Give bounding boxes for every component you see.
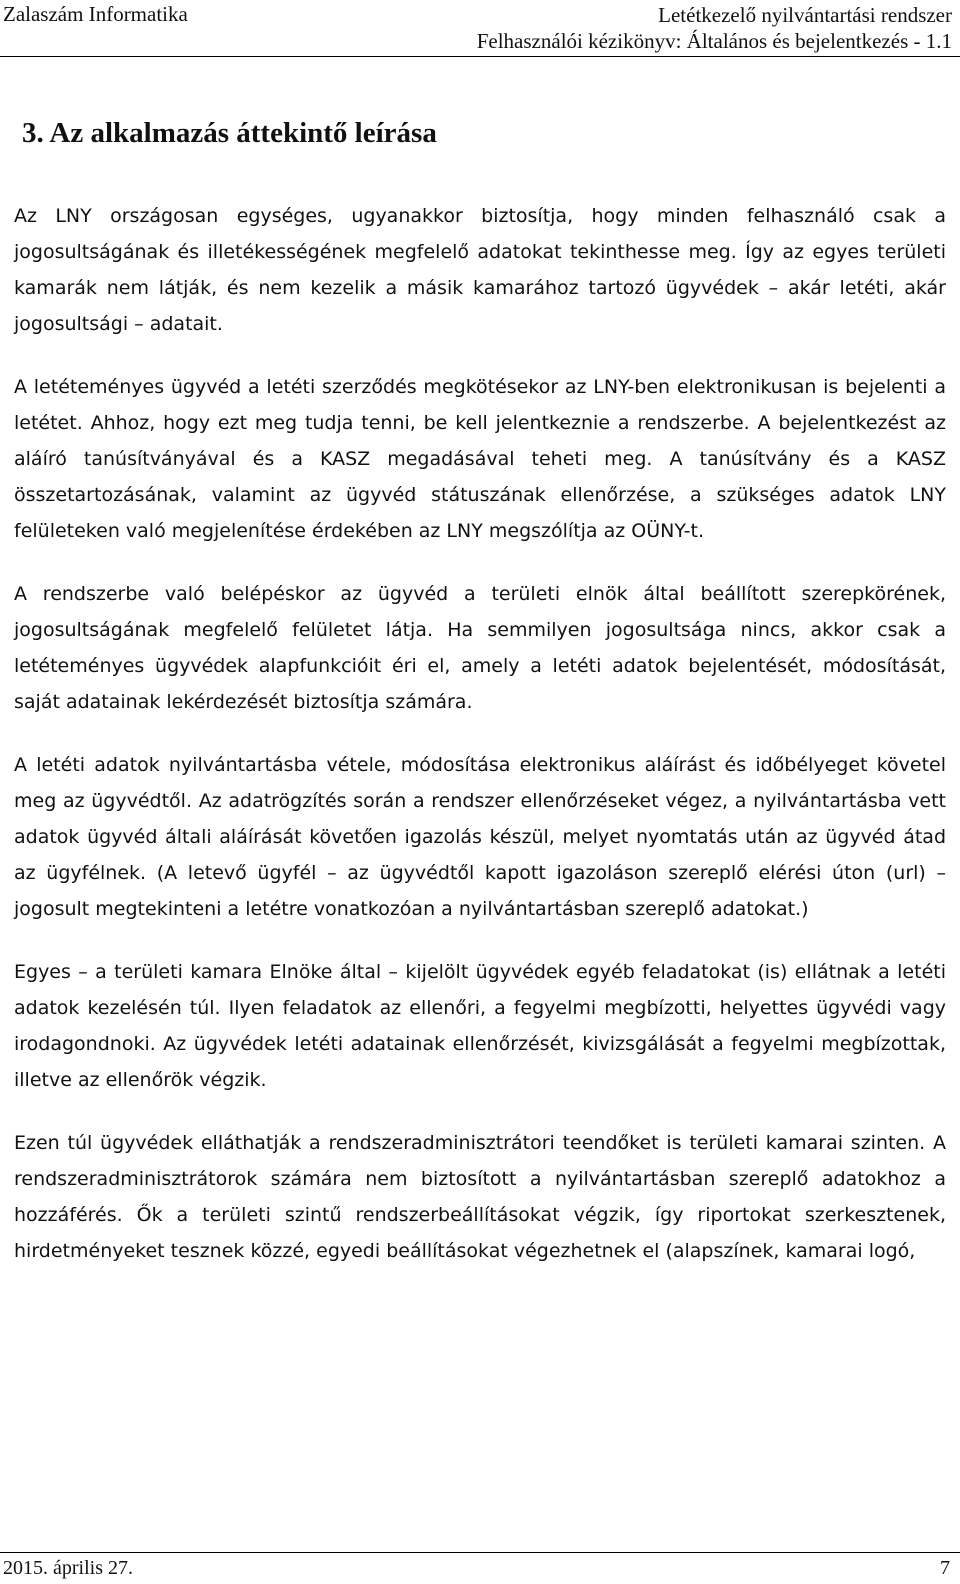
footer-date: 2015. április 27. (3, 1557, 133, 1579)
footer-divider (0, 1552, 960, 1553)
company-name: Zalaszám Informatika (3, 2, 188, 26)
section-title: 3. Az alkalmazás áttekintő leírása (22, 117, 437, 149)
body-text (14, 198, 946, 1296)
manual-title: Felhasználói kézikönyv: Általános és bejelentkezés - 1.1 (476, 29, 952, 53)
header-titles (477, 2, 952, 54)
paragraph: A letéteményes ügyvéd a letéti szerződés megkötésekor az LNY-ben elektronikusan is bejelenti a letétet. Ahhoz, hogy ezt meg tudja tenni, be kell jelentkeznie a rendszerbe. A bejelentkezést az aláíró tanúsítványával és a KASZ megadásával teheti meg. A tanúsítvány és a KASZ összetartozásának, valamint az ügyvéd státuszának ellenőrzése, a szükséges adatok LNY felületeken való megjelenítése érdekében az LNY megszólítja az OÜNY-t. (14, 376, 946, 542)
page-number: 7 (940, 1557, 950, 1579)
paragraph: A rendszerbe való belépéskor az ügyvéd a területi elnök által beállított szerepkörének, jogosultságának megfelelő felületet látja. Ha semmilyen jogosultsága nincs, akkor csak a letéteményes ügyvédek alapfunkcióit éri el, amely a letéti adatok bejelentését, módosítását, saját adatainak lekérdezését biztosítja számára. (14, 583, 946, 713)
paragraph: A letéti adatok nyilvántartásba vétele, módosítása elektronikus aláírást és időbélyeget követel meg az ügyvédtől. Az adatrögzítés során a rendszer ellenőrzéseket végez, a nyilvántartásba vett adatok ügyvéd általi aláírását követően igazolás készül, melyet nyomtatás után az ügyvéd átad az ügyfélnek. (A letevő ügyfél – az ügyvédtől kapott igazoláson szereplő elérési úton (url) – jogosult megtekinteni a letétre vonatkozóan a nyilvántartásban szereplő adatokat.) (14, 754, 946, 920)
page-header (0, 0, 960, 60)
paragraph: Ezen túl ügyvédek elláthatják a rendszeradminisztrátori teendőket is területi kamarai szinten. A rendszeradminisztrátorok számára nem biztosított a nyilvántartásban szereplő adatokhoz a hozzáférés. Ők a területi szintű rendszerbeállításokat végzik, így riportokat szerkesztenek, hirdetményeket tesznek közzé, egyedi beállításokat végezhetnek el (alapszínek, kamarai logó, (14, 1132, 946, 1262)
paragraph: Egyes – a területi kamara Elnöke által – kijelölt ügyvédek egyéb feladatokat (is) ellátnak a letéti adatok kezelésén túl. Ilyen feladatok az ellenőri, a fegyelmi megbízotti, helyettes ügyvédi vagy irodagondnoki. Az ügyvédek letéti adatainak ellenőrzését, kivizsgálását a fegyelmi megbízottak, illetve az ellenőrök végzik. (14, 961, 946, 1091)
system-title: Letétkezelő nyilvántartási rendszer (658, 3, 952, 27)
paragraph: Az LNY országosan egységes, ugyanakkor biztosítja, hogy minden felhasználó csak a jogosultságának és illetékességének megfelelő adatokat tekinthesse meg. Így az egyes területi kamarák nem látják, és nem kezelik a másik kamarához tartozó ügyvédek – akár letéti, akár jogosultsági – adatait. (14, 205, 946, 335)
header-divider (0, 56, 960, 57)
